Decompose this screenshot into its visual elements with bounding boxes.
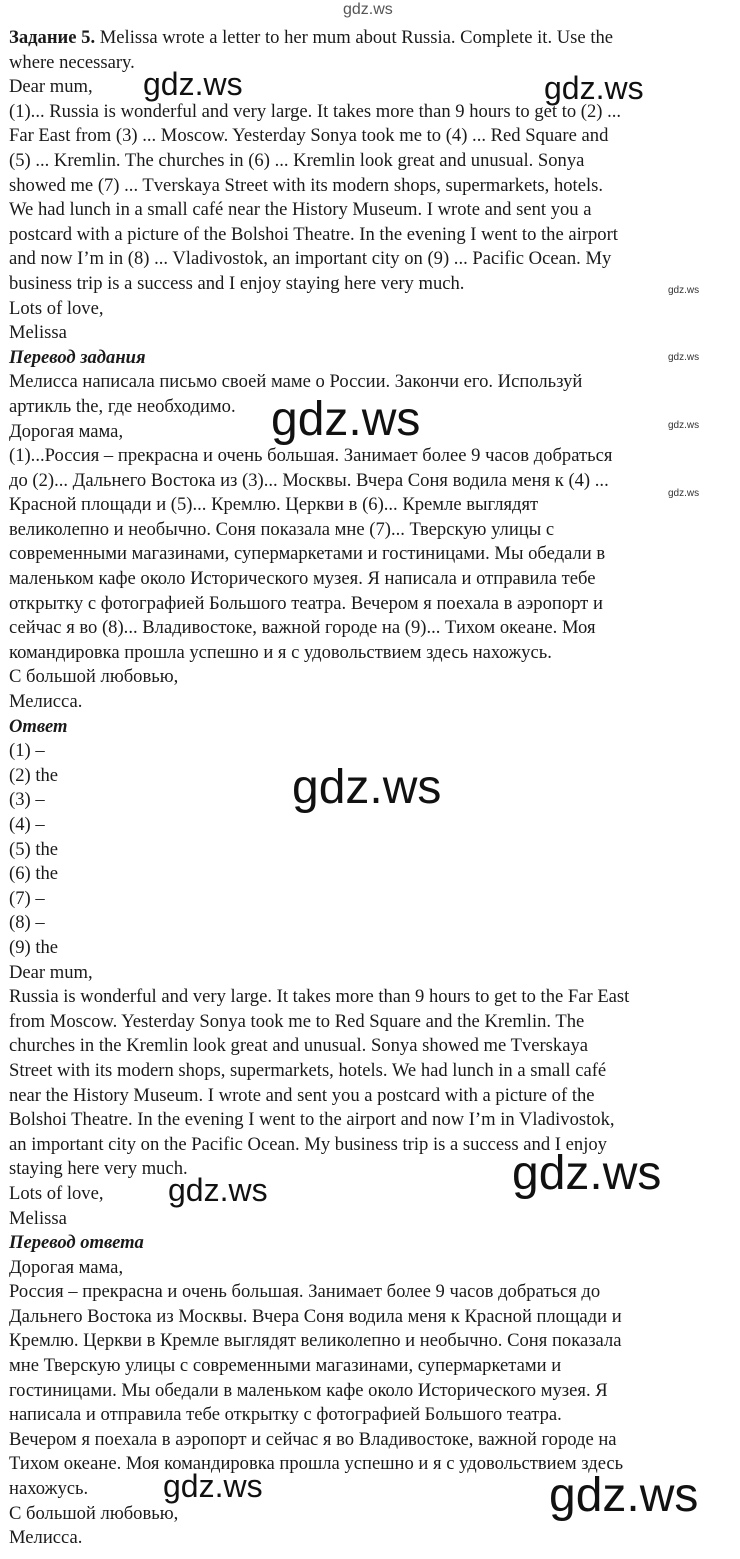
watermark: gdz.ws: [163, 1468, 263, 1504]
letter-closing: Lots of love,: [9, 297, 104, 319]
task-translation-closing: С большой любовью,: [9, 666, 179, 688]
answer-heading: Ответ: [9, 715, 68, 737]
answer-translation-closing: С большой любовью,: [9, 1502, 179, 1524]
watermark: gdz.ws: [668, 285, 700, 296]
answer-body: Russia is wonderful and very large. It takes more than 9 hours to get to the Far East from Moscow. Yesterday Sonya took me to Red Square and the Kremlin. The churches in the Kremlin look great and unusual. Sonya showed me Tverskaya Street with its modern shops, supermarkets, hotels. We had lunch in a small café near the History Museum. I wrote and sent you a postcard with a picture of the Bolshoi Theatre. In the evening I went to the airport and now I’m in Vladivostok, an important city on the Pacific Ocean. My business trip is a success and I enjoy staying here very much.: [9, 986, 630, 1180]
task-translation-heading: Перевод задания: [9, 346, 146, 368]
task-translation-body: (1)...Россия – прекрасна и очень большая. Занимает более 9 часов добраться до (2)... Дальнего Востока из (3)... Москвы. Вчера Соня водила меня к (4) ... Красной площади и (5)... Кремлю. Церкви в (6)... Кремле выглядят великолепно и необычно. Соня показала мне (7)... Тверскую улицы с современными магазинами, супермаркетами и гостиницами. Мы обедали в маленьком кафе около Исторического музея. Я написала и отправила тебе открытку с фотографией Большого театра. Вечером я поехала в аэропорт и сейчас я во (8)... Владивостоке, важной городе на (9)... Тихом океане. Моя командировка прошла успешно и я с удовольствием здесь нахожусь.: [9, 445, 613, 663]
answer-translation-greeting: Дорогая мама,: [9, 1256, 124, 1278]
header-watermark: gdz.ws: [343, 1, 393, 18]
watermark: gdz.ws: [668, 420, 700, 431]
answer-item: (3) –: [9, 789, 45, 811]
answer-item: (4) –: [9, 814, 45, 835]
answer-greeting: Dear mum,: [9, 961, 93, 983]
watermark: gdz.ws: [168, 1172, 268, 1208]
answer-signature: Melissa: [9, 1207, 67, 1229]
answer-item: (2) the: [9, 764, 59, 786]
task-statement: [9, 26, 733, 75]
answer-item: (9) the: [9, 936, 59, 958]
watermark: gdz.ws: [512, 1147, 662, 1200]
task-translation-signature: Мелисса.: [9, 691, 83, 713]
answer-item: (5) the: [9, 838, 59, 860]
answer-item: (1) –: [9, 740, 45, 762]
watermark: gdz.ws: [271, 393, 421, 446]
letter-greeting: Dear mum,: [9, 76, 93, 98]
letter-body: (1)... Russia is wonderful and very large. It takes more than 9 hours to get to (2) ... Far East from (3) ... Moscow. Yesterday Sonya took me to (4) ... Red Square and (5) ... Kremlin. The churches in (6) ... Kremlin look great and unusual. Sonya showed me (7) ... Tverskaya Street with its modern shops, supermarkets, hotels. We had lunch in a small café near the History Museum. I wrote and sent you a postcard with a picture of the Bolshoi Theatre. In the evening I went to the airport and now I’m in (8) ... Vladivostok, an important city on (9) ... Pacific Ocean. My business trip is a success and I enjoy staying here very much.: [9, 100, 622, 294]
task-label: Задание 5.: [9, 27, 96, 48]
answer-closing: Lots of love,: [9, 1182, 104, 1204]
watermark: gdz.ws: [143, 66, 243, 102]
task-text: Melissa wrote a letter to her mum about Russia. Complete it. Use the where necessary.: [9, 27, 614, 73]
answer-item: (8) –: [9, 912, 45, 934]
watermark: gdz.ws: [544, 70, 644, 106]
answer-translation-signature: Мелисса.: [9, 1527, 83, 1549]
watermark: gdz.ws: [292, 761, 442, 814]
watermark: gdz.ws: [668, 488, 700, 499]
answer-item: (7) –: [9, 887, 45, 909]
answer-translation-body: Россия – прекрасна и очень большая. Занимает более 9 часов добраться до Дальнего Востока из Москвы. Вчера Соня водила меня к Красной площади и Кремлю. Церкви в Кремле выглядят великолепно и необычно. Соня показала мне Тверскую улицы с современными магазинами, супермаркетами и гостиницами. Мы обедали в маленьком кафе около Исторического музея. Я написала и отправила тебе открытку с фотографией Большого театра. Вечером я поехала в аэропорт и сейчас я во Владивостоке, важной городе на Тихом океане. Моя командировка прошла успешно и я с удовольствием здесь нахожусь.: [9, 1281, 624, 1500]
task-translation-greeting: Дорогая мама,: [9, 420, 124, 442]
answer-translation-heading: Перевод ответа: [9, 1232, 144, 1254]
answer-item: (6) the: [9, 863, 59, 885]
watermark: gdz.ws: [549, 1469, 699, 1522]
task-translation-text: Мелисса написала письмо своей маме о России. Закончи его. Используй артикль the, где необходимо.: [9, 371, 583, 417]
letter-signature: Melissa: [9, 322, 67, 344]
watermark: gdz.ws: [668, 352, 700, 363]
